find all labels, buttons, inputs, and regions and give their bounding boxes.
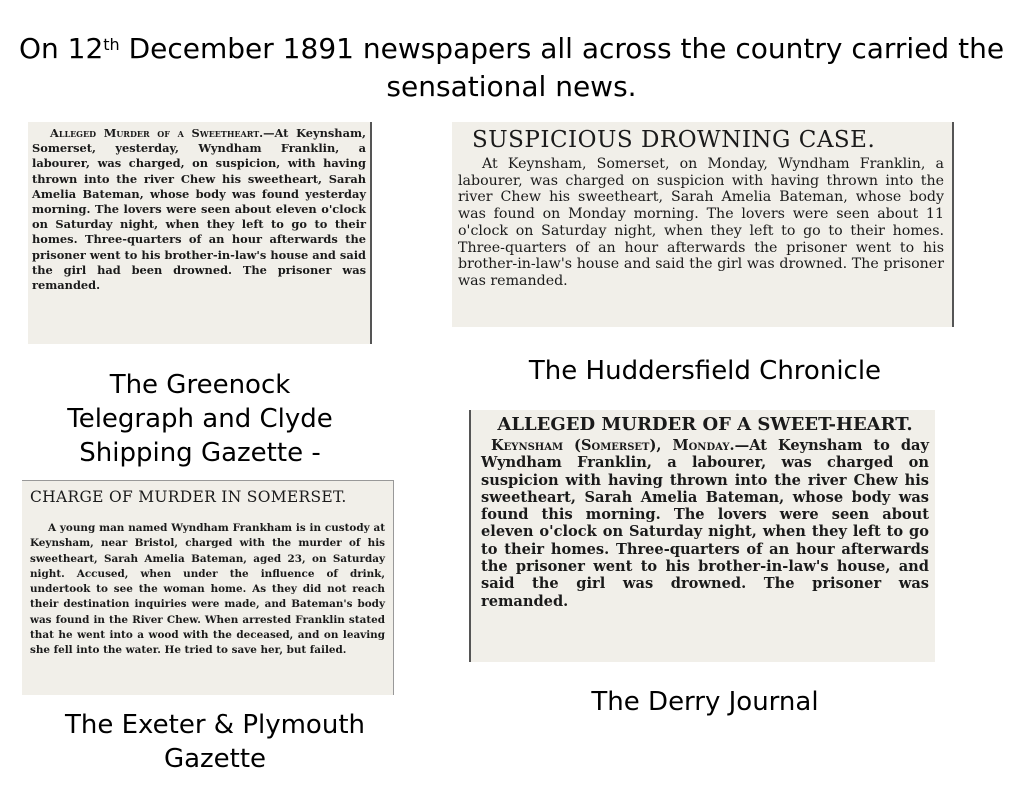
- title-suffix: December 1891 newspapers all across the country carried the sensational news.: [119, 32, 1005, 103]
- huddersfield-body: At Keynsham, Somerset, on Monday, Wyndham Franklin, a labourer, was charged on suspicion with having thrown into the river Chew his sweetheart, Sarah Amelia Bateman, whose body was found on Monday morning. The lovers were seen about 11 o'clock on Saturday night, when they left to go to their homes. Three-quarters of an hour afterwards the prisoner went to his brother-in-law's house and said the girl was drowned. The prisoner was remanded.: [458, 156, 944, 289]
- derry-clipping: [469, 410, 935, 662]
- caption-exeter: The Exeter & Plymouth Gazette: [65, 710, 365, 774]
- derry-headline: ALLEGED MURDER OF A SWEET-HEART.: [497, 414, 913, 435]
- greenock-body: —At Keynsham, Somerset, yesterday, Wyndham Franklin, a labourer, was charged, on suspicion, with having thrown into the river Chew his sweetheart, Sarah Amelia Bateman, whose body was found yesterday morning. The lovers were seen about eleven o'clock on Saturday night, when they left to go to their homes. Three-quarters of an hour afterwards the prisoner went to his brother-in-law's house and said the girl had been drowned. The prisoner was remanded.: [32, 126, 366, 293]
- huddersfield-clipping: [452, 122, 954, 327]
- greenock-headline: Alleged Murder of a Sweetheart.: [50, 126, 264, 140]
- slide-title: [0, 30, 1023, 106]
- title-prefix: On 12: [18, 32, 104, 65]
- exeter-body: A young man named Wyndham Frankham is in custody at Keynsham, near Bristol, charged with the murder of his sweetheart, Sarah Amelia Bateman, aged 23, on Saturday night. Accused, when under the influence of drink, undertook to see the woman home. As they did not reach their destination inquiries were made, and Bateman's body was found in the River Chew. When arrested Franklin stated that he went into a wood with the deceased, and on leaving she fell into the water. He tried to save her, but failed.: [30, 522, 385, 657]
- caption-derry: The Derry Journal: [591, 687, 819, 717]
- exeter-headline: CHARGE OF MURDER IN SOMERSET.: [30, 488, 347, 506]
- caption-greenock: The Greenock Telegraph and Clyde Shipping Gazette -: [67, 370, 333, 468]
- exeter-clipping: [22, 480, 394, 695]
- huddersfield-headline: SUSPICIOUS DROWNING CASE.: [472, 127, 876, 153]
- derry-article: [481, 437, 929, 610]
- derry-body: —At Keynsham to day Wyndham Franklin, a labourer, was charged on suspicion with having thrown into the river Chew his sweetheart, Sarah Amelia Bateman, whose body was found this morning. The lovers were seen about eleven o'clock on Saturday night, when they left to go to their homes. Three-quarters of an hour afterwards the prisoner went to his brother-in-law's house, and said the girl was drowned. The prisoner was remanded.: [481, 437, 929, 610]
- derry-dateline: Keynsham (Somerset), Monday.: [491, 437, 735, 454]
- greenock-article: [32, 126, 366, 293]
- greenock-clipping: [28, 122, 372, 344]
- caption-huddersfield: The Huddersfield Chronicle: [528, 356, 882, 386]
- title-superscript: th: [103, 35, 120, 54]
